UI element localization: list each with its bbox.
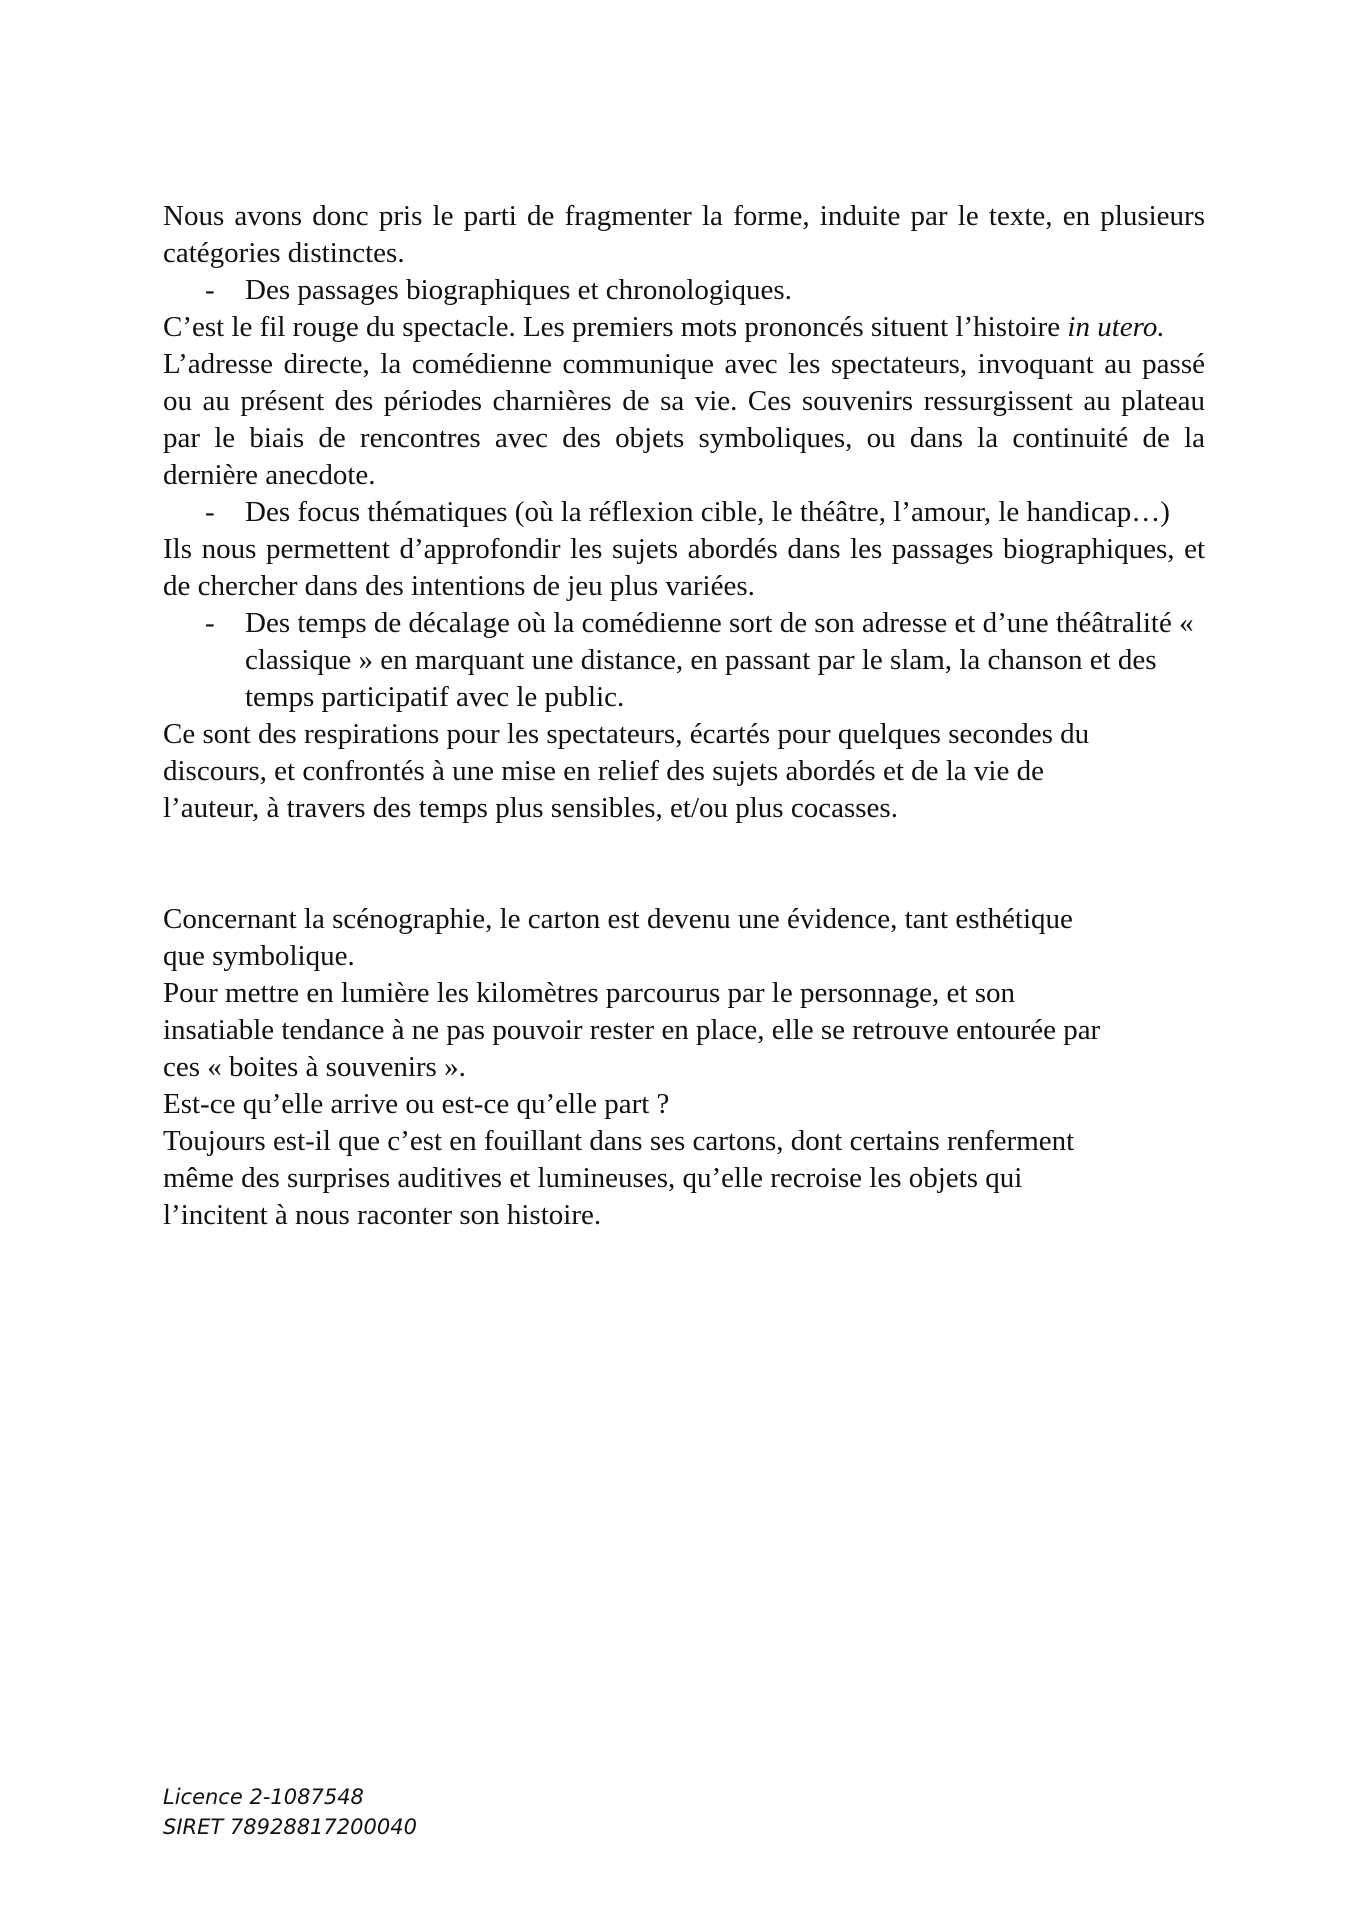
text-line: Toujours est-il que c’est en fouillant dans ses cartons, dont certains renferment [163, 1125, 1075, 1157]
question-line: Est-ce qu’elle arrive ou est-ce qu’elle part ? [163, 1088, 670, 1120]
text-line: que symbolique. [163, 940, 355, 972]
list-item-decalage [163, 605, 1205, 716]
dash-bullet: - [205, 496, 215, 528]
document-body [163, 198, 1205, 1234]
text-line: ces « boites à souvenirs ». [163, 1051, 466, 1083]
kilometres-paragraph [163, 975, 1205, 1086]
text-line: Concernant la scénographie, le carton est devenu une évidence, tant esthétique [163, 903, 1073, 935]
fil-rouge-paragraph [163, 309, 1205, 346]
list-item-biographical [163, 272, 1205, 309]
approfondir-paragraph: Ils nous permettent d’approfondir les sujets abordés dans les passages biographiques, et de chercher dans des intentions de jeu plus variées. [163, 533, 1205, 602]
list-item-text: Des passages biographiques et chronologiques. [245, 274, 792, 306]
dash-bullet: - [205, 607, 215, 639]
text-line: discours, et confrontés à une mise en relief des sujets abordés et de la vie de [163, 755, 1044, 787]
text-line: Ce sont des respirations pour les spectateurs, écartés pour quelques secondes du [163, 718, 1090, 750]
footer-legal [163, 1782, 417, 1842]
list-item-text: Des temps de décalage où la comédienne sort de son adresse et d’une théâtralité « classique » en marquant une distance, en passant par le slam, la chanson et des temps participatif avec le public. [245, 607, 1194, 713]
scenographie-paragraph [163, 901, 1205, 975]
cartons-paragraph [163, 1123, 1205, 1234]
text-line: l’auteur, à travers des temps plus sensibles, et/ou plus cocasses. [163, 792, 898, 824]
text-line: insatiable tendance à ne pas pouvoir rester en place, elle se retrouve entourée par [163, 1014, 1101, 1046]
dash-bullet: - [205, 274, 215, 306]
respirations-paragraph [163, 716, 1205, 827]
siret-number: SIRET 78928817200040 [163, 1815, 417, 1839]
list-item-focus [163, 494, 1205, 531]
in-utero-italic: in utero. [1067, 311, 1165, 343]
licence-number: Licence 2-1087548 [163, 1785, 364, 1809]
text-line: même des surprises auditives et lumineuses, qu’elle recroise les objets qui [163, 1162, 1023, 1194]
text-line: Pour mettre en lumière les kilomètres parcourus par le personnage, et son [163, 977, 1016, 1009]
fil-rouge-text: C’est le fil rouge du spectacle. Les premiers mots prononcés situent l’histoire [163, 311, 1068, 343]
adresse-directe-paragraph: L’adresse directe, la comédienne communique avec les spectateurs, invoquant au passé ou au présent des périodes charnières de sa vie. Ces souvenirs ressurgissent au plateau par le biais de rencontres avec des objets symboliques, ou dans la continuité de la dernière anecdote. [163, 348, 1205, 491]
paragraph-gap [163, 827, 1205, 901]
text-line: l’incitent à nous raconter son histoire. [163, 1199, 602, 1231]
list-item-text: Des focus thématiques (où la réflexion cible, le théâtre, l’amour, le handicap…) [245, 496, 1170, 528]
intro-paragraph: Nous avons donc pris le parti de fragmenter la forme, induite par le texte, en plusieurs catégories distinctes. [163, 200, 1205, 269]
